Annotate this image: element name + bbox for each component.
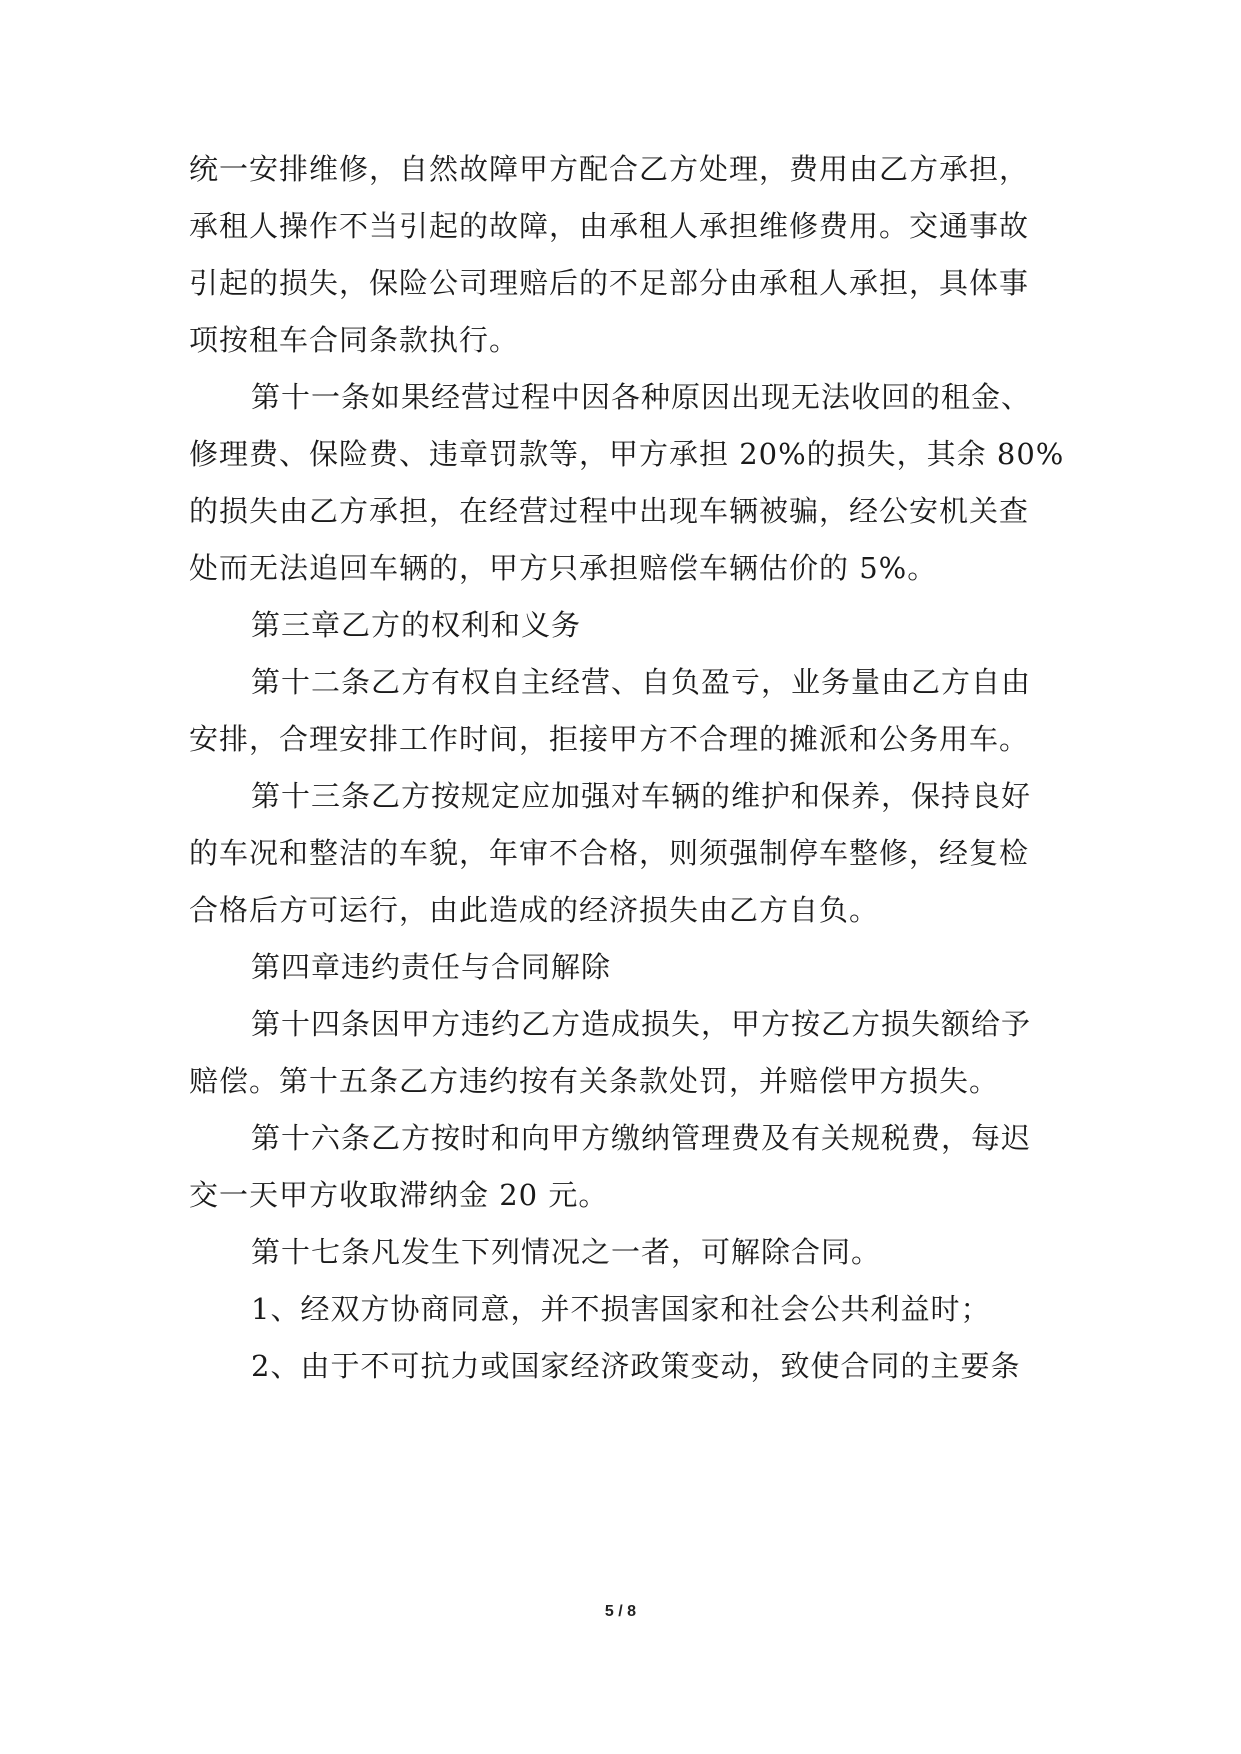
text-line: 安排，合理安排工作时间，拒接甲方不合理的摊派和公务用车。 [189, 722, 1030, 756]
text-line: 承租人操作不当引起的故障，由承租人承担维修费用。交通事故 [189, 209, 1030, 243]
chapter-heading: 第四章违约责任与合同解除 [251, 950, 612, 984]
list-item: 1、经双方协商同意，并不损害国家和社会公共利益时； [251, 1292, 991, 1326]
text-line: 修理费、保险费、违章罚款等，甲方承担 20%的损失，其余 80% [189, 437, 1065, 471]
text-line: 的损失由乙方承担，在经营过程中出现车辆被骗，经公安机关查 [189, 494, 1030, 528]
text-line: 交一天甲方收取滞纳金 20 元。 [189, 1178, 609, 1212]
text-line: 第十七条凡发生下列情况之一者，可解除合同。 [251, 1235, 882, 1269]
text-line: 项按租车合同条款执行。 [189, 323, 520, 357]
text-line: 统一安排维修，自然故障甲方配合乙方处理，费用由乙方承担， [189, 152, 1030, 186]
text-line: 的车况和整洁的车貌，年审不合格，则须强制停车整修，经复检 [189, 836, 1030, 870]
page-number: 5 / 8 [604, 1603, 637, 1620]
chapter-heading: 第三章乙方的权利和义务 [251, 608, 582, 642]
text-line: 处而无法追回车辆的，甲方只承担赔偿车辆估价的 5%。 [189, 551, 938, 585]
text-line: 第十一条如果经营过程中因各种原因出现无法收回的租金、 [251, 380, 1032, 414]
text-line: 引起的损失，保险公司理赔后的不足部分由承租人承担，具体事 [189, 266, 1030, 300]
text-line: 赔偿。第十五条乙方违约按有关条款处罚，并赔偿甲方损失。 [189, 1064, 1000, 1098]
text-line: 合格后方可运行，由此造成的经济损失由乙方自负。 [189, 893, 880, 927]
text-line: 第十二条乙方有权自主经营、自负盈亏，业务量由乙方自由 [251, 665, 1032, 699]
text-line: 第十四条因甲方违约乙方造成损失，甲方按乙方损失额给予 [251, 1007, 1032, 1041]
text-line: 第十三条乙方按规定应加强对车辆的维护和保养，保持良好 [251, 779, 1032, 813]
text-line: 第十六条乙方按时和向甲方缴纳管理费及有关规税费，每迟 [251, 1121, 1032, 1155]
list-item: 2、由于不可抗力或国家经济政策变动，致使合同的主要条 [251, 1349, 1021, 1383]
